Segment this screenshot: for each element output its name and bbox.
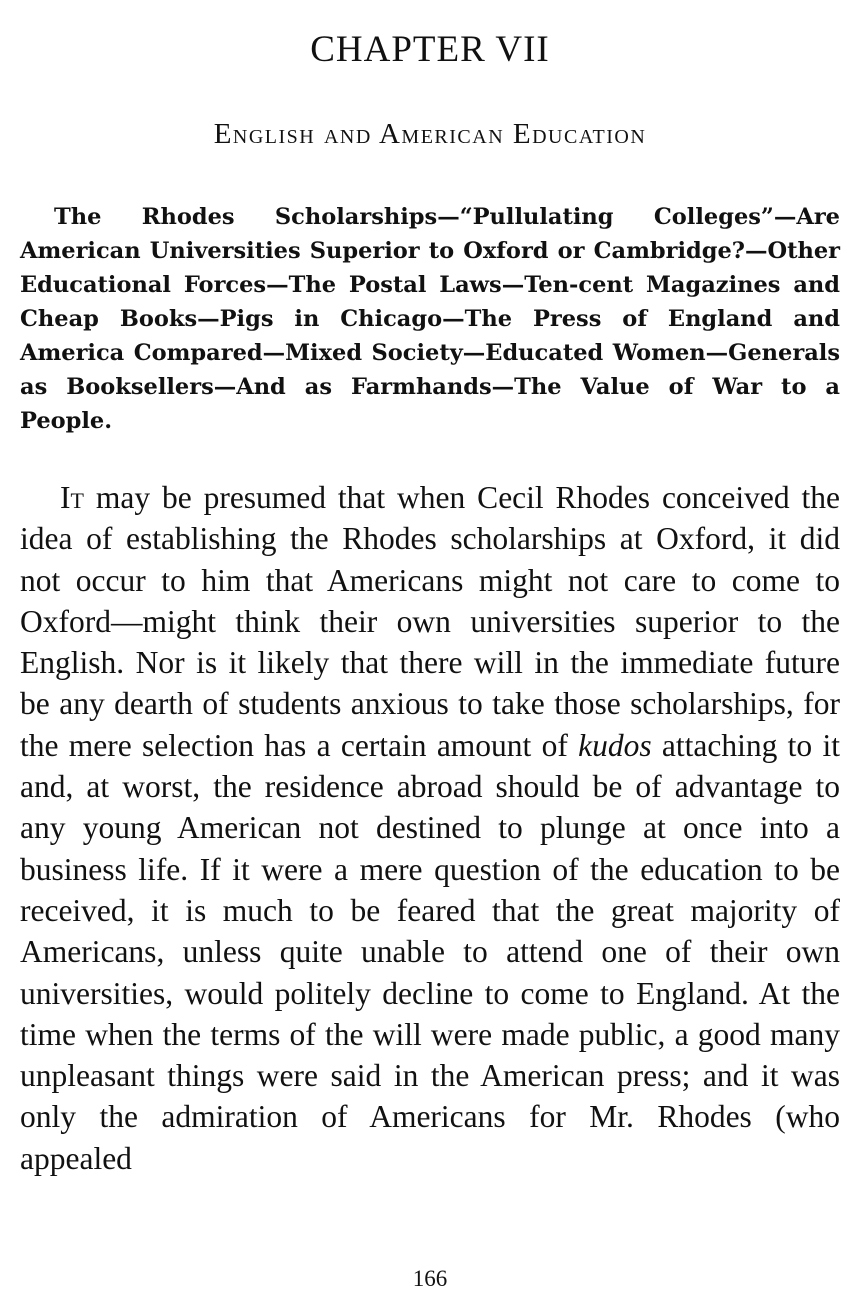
paragraph-text-start: may be presumed that when Cecil Rhodes conceived the idea of establishing the Rhodes scholarships at Oxford, it did not occur to him that Americans might not care to come to Oxford—might think their own universities superior to the English. Nor is it likely that there will in the immediate future be any dearth of students anxious to take those scholarships, for the mere selection has a certain amount of: [20, 480, 840, 763]
chapter-heading: CHAPTER VII: [310, 29, 550, 70]
paragraph-lead-word: It: [60, 480, 84, 515]
chapter-summary: The Rhodes Scholarships—“Pullulating Colleges”—Are American Universities Superior to Oxford or Cambridge?—Other Educational Forces—The Postal Laws—Ten-cent Magazines and Cheap Books—Pigs in Chicago—The Press of England and America Compared—Mixed Society—Educated Women—Generals as Booksellers—And as Farmhands—The Value of War to a People.: [20, 204, 840, 434]
book-page: [20, 0, 840, 1313]
italic-word: kudos: [578, 727, 652, 763]
paragraph-text-end: attaching to it and, at worst, the residence abroad should be of advantage to any young American not destined to plunge at once into a business life. If it were a mere question of the education to be received, it is much to be feared that the great majority of Americans, unless quite unable to attend one of their own universities, would politely decline to come to England. At the time when the terms of the will were made public, a good many unpleasant things were said in the American press; and it was only the admiration of Americans for Mr. Rhodes (who appealed: [20, 727, 840, 1176]
body-paragraph: [20, 477, 840, 1179]
chapter-title: English and American Education: [213, 118, 647, 150]
page-number: 166: [412, 1266, 448, 1291]
